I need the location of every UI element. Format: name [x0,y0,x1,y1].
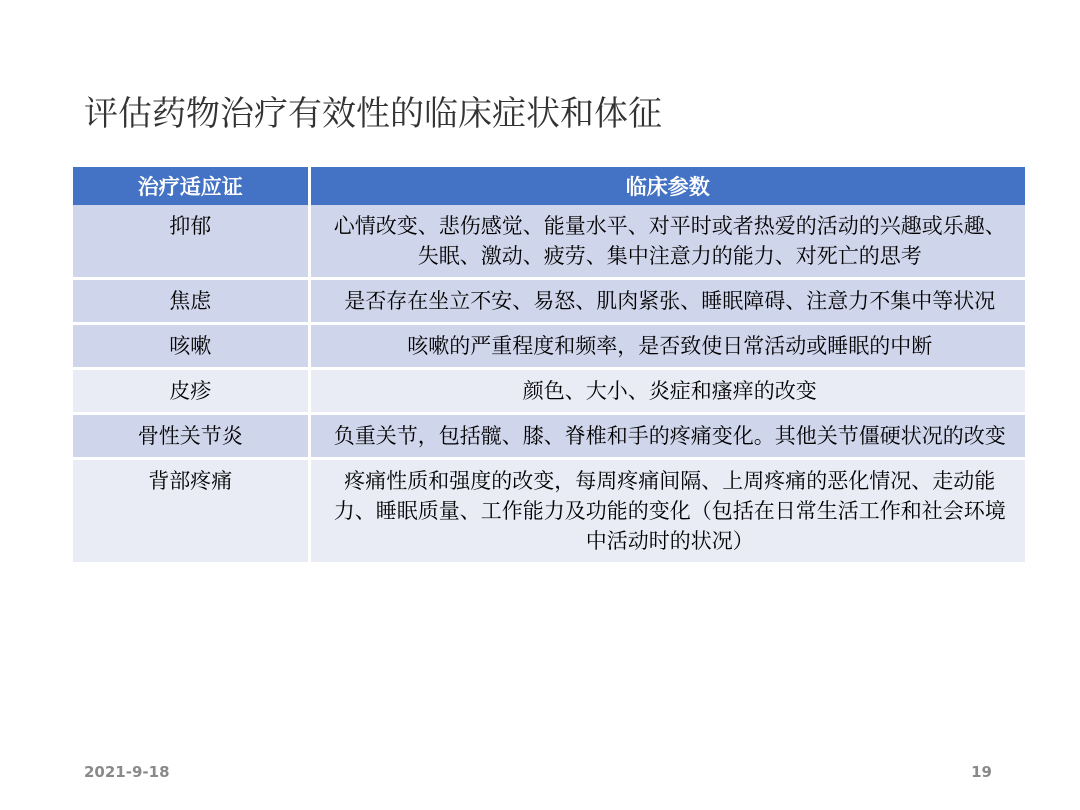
indication-cell: 咳嗽 [73,324,309,369]
indication-cell: 骨性关节炎 [73,414,309,459]
table-header-row [73,167,1025,205]
table-row [73,459,1025,563]
parameters-cell: 是否存在坐立不安、易怒、肌肉紧张、睡眠障碍、注意力不集中等状况 [309,279,1025,324]
parameters-cell: 心情改变、悲伤感觉、能量水平、对平时或者热爱的活动的兴趣或乐趣、失眠、激动、疲劳、集中注意力的能力、对死亡的思考 [309,205,1025,279]
table-row [73,205,1025,279]
indication-cell: 焦虑 [73,279,309,324]
footer-date: 2021-9-18 [84,763,170,781]
header-parameters: 临床参数 [309,167,1025,205]
indication-cell: 抑郁 [73,205,309,279]
page-number: 19 [971,763,992,781]
indication-cell: 皮疹 [73,369,309,414]
clinical-parameters-table [73,167,1025,562]
table-row [73,414,1025,459]
parameters-cell: 咳嗽的严重程度和频率，是否致使日常活动或睡眠的中断 [309,324,1025,369]
parameters-cell: 负重关节，包括髋、膝、脊椎和手的疼痛变化。其他关节僵硬状况的改变 [309,414,1025,459]
header-indication: 治疗适应证 [73,167,309,205]
parameters-cell: 颜色、大小、炎症和瘙痒的改变 [309,369,1025,414]
table-row [73,324,1025,369]
table-row [73,369,1025,414]
indication-cell: 背部疼痛 [73,459,309,563]
slide-title: 评估药物治疗有效性的临床症状和体征 [84,94,662,134]
table-row [73,279,1025,324]
parameters-cell: 疼痛性质和强度的改变，每周疼痛间隔、上周疼痛的恶化情况、走动能力、睡眠质量、工作能力及功能的变化（包括在日常生活工作和社会环境中活动时的状况） [309,459,1025,563]
